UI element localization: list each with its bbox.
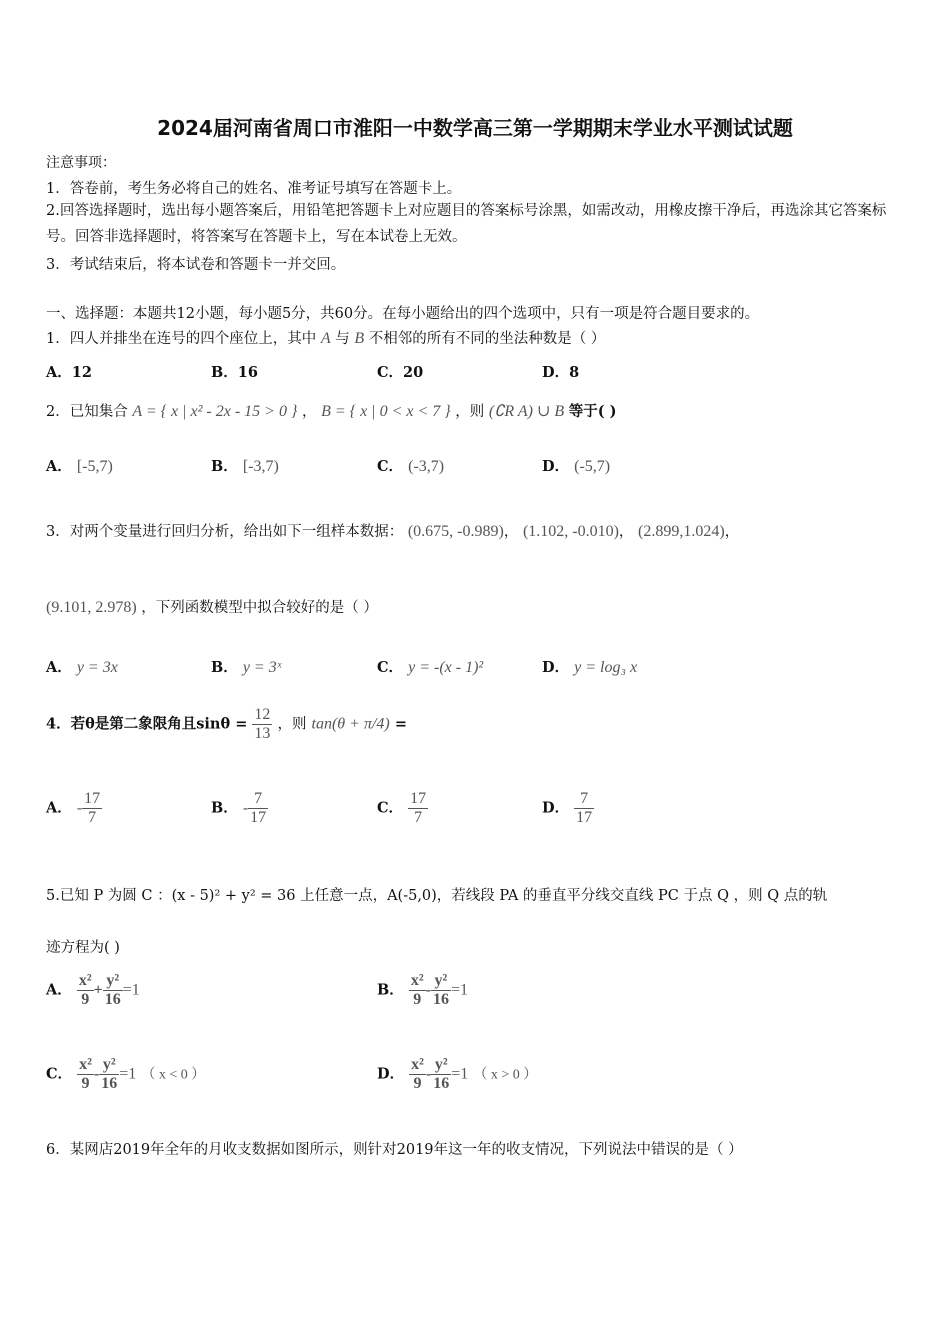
question-3 (46, 520, 739, 541)
q3-label-b: B． (211, 659, 238, 676)
q3-value-b: y = 3ˣ (242, 659, 282, 676)
q5-cond-c: （ x < 0 ） (141, 1067, 206, 1083)
q5-option-c[interactable] (46, 1056, 205, 1093)
q2-option-b[interactable] (211, 455, 279, 476)
q4-num-b: 7 (248, 790, 268, 809)
q3-option-b[interactable] (211, 656, 281, 677)
q5-den-x-d: 9 (413, 1075, 422, 1092)
q2-label-b: B． (211, 458, 238, 475)
q3-point-2: (1.102, -0.010) (522, 523, 619, 540)
q2-label-c: C． (377, 458, 404, 475)
q5-den-y-a: 16 (104, 991, 121, 1008)
q5-den-y-b: 16 (432, 991, 449, 1008)
q2-value-d: (-5,7) (574, 458, 611, 475)
q4-den-d: 17 (576, 809, 593, 826)
q2-text-c: 等于( ) (568, 403, 617, 420)
q4-sin-den: 13 (254, 725, 271, 742)
q2-set-b: B = { x | 0 < x < 7 } (321, 403, 451, 420)
q3-value-d: y = log₃ x (574, 659, 638, 676)
q4-num-a: 17 (84, 790, 101, 807)
q5-num-x-b: x² (410, 972, 424, 989)
q3-value-c: y = -(x - 1)² (408, 659, 484, 676)
q3-comma-3: ， (724, 524, 740, 540)
q3-point-3: (2.899,1.024) (638, 523, 725, 540)
notice-heading: 注意事项： (46, 155, 116, 171)
q2-value-b: [-3,7) (242, 458, 279, 475)
q4-option-c[interactable] (377, 790, 428, 827)
q4-fraction-d (574, 790, 594, 827)
q4-label-a: A． (46, 799, 72, 817)
q5-den-x-b: 9 (413, 991, 422, 1008)
q5-option-a[interactable] (46, 972, 140, 1009)
q4-den-c: 7 (414, 809, 423, 826)
q3-comma-1: ， (503, 524, 519, 540)
q4-option-d[interactable] (542, 790, 594, 827)
question-3-cont (46, 596, 378, 617)
page-title: 2024届河南省周口市淮阳一中数学高三第一学期期末学业水平测试试题 (157, 116, 793, 140)
q5-num-y-b: y² (431, 972, 451, 991)
q5-op-c: - (93, 1065, 100, 1083)
q4-num-c: 17 (410, 790, 427, 807)
q4-sign-b: - (242, 799, 249, 817)
q5-op-b: - (425, 981, 431, 999)
q4-text-c: = (394, 715, 407, 733)
q4-label-b: B． (211, 799, 238, 817)
q2-value-a: [-5,7) (76, 458, 113, 475)
q2-text-a: 2．已知集合 (46, 404, 128, 420)
q4-fraction-b (248, 790, 268, 827)
q5-label-d: D． (377, 1065, 405, 1083)
q4-option-b[interactable] (211, 790, 268, 827)
q3-text-b: ，下列函数模型中拟合较好的是（ ） (141, 600, 378, 616)
q2-option-c[interactable] (377, 455, 444, 476)
q2-text-b: ，则 (455, 404, 485, 420)
q2-expr: (∁R A) ∪ B (488, 403, 565, 420)
q5-frac-y-c (99, 1056, 119, 1093)
q3-option-c[interactable] (377, 656, 483, 677)
q5-frac-x-c (77, 1056, 94, 1093)
q5-option-d[interactable] (377, 1056, 537, 1093)
q5-frac-x-b (409, 972, 426, 1009)
q3-label-d: D． (542, 659, 570, 676)
notice-item-1: 1．答卷前，考生务必将自己的姓名、准考证号填写在答题卡上。 (46, 181, 462, 197)
q5-frac-x-a (77, 972, 94, 1009)
question-5: 5.已知 P 为圆 C ：(x - 5)² + y² = 36 上任意一点，A(-5,0)，若线段 PA 的垂直平分线交直线 PC 于点 Q ，则 Q 点的轨 (46, 888, 828, 904)
q4-text-a: 4．若θ是第二象限角且sinθ = (46, 715, 248, 733)
q5-frac-x-d (409, 1056, 426, 1093)
q1-text-b: 与 (335, 331, 350, 347)
q4-option-a[interactable] (46, 790, 102, 827)
q5-frac-y-b (431, 972, 451, 1009)
q2-value-c: (-3,7) (408, 458, 445, 475)
q3-text-a: 3．对两个变量进行回归分析，给出如下一组样本数据： (46, 524, 404, 540)
q1-text-a: 1．四人并排坐在连号的四个座位上，其中 (46, 331, 317, 347)
q4-fraction-c (408, 790, 428, 827)
q5-den-x-c: 9 (81, 1075, 90, 1092)
q5-num-y-d: y² (431, 1056, 451, 1075)
q5-eq-c: =1 (119, 1065, 137, 1083)
q3-comma-2: ， (618, 524, 634, 540)
q5-label-c: C． (46, 1065, 73, 1083)
q2-sep: ， (301, 404, 317, 420)
q5-eq-b: =1 (450, 981, 468, 999)
q4-den-b: 17 (250, 809, 267, 826)
q2-option-d[interactable] (542, 455, 610, 476)
q1-option-a[interactable]: A．12 (46, 364, 92, 381)
q3-label-a: A． (46, 659, 72, 676)
q3-value-a: y = 3x (76, 659, 118, 676)
q5-label-a: A． (46, 981, 72, 999)
q2-option-a[interactable] (46, 455, 113, 476)
q5-cond-d: （ x > 0 ） (473, 1067, 538, 1083)
q1-text-c: 不相邻的所有不同的坐法种数是（ ） (368, 331, 606, 347)
q5-eq-a: =1 (122, 981, 140, 999)
q3-point-1: (0.675, -0.989) (407, 523, 504, 540)
q5-op-a: + (93, 981, 103, 999)
q5-eq-d: =1 (451, 1065, 469, 1083)
notice-item-2: 2.回答选择题时，选出每小题答案后，用铅笔把答题卡上对应题目的答案标号涂黑，如需改动，用橡皮擦干净后，再选涂其它答案标号。回答非选择题时，将答案写在答题卡上，写在本试卷上无效。 (46, 203, 887, 245)
q4-label-c: C． (377, 799, 404, 817)
question-1 (46, 327, 605, 348)
q5-den-y-c: 16 (101, 1075, 118, 1092)
q3-option-d[interactable] (542, 656, 637, 677)
q2-set-a: A = { x | x² - 2x - 15 > 0 } (132, 403, 298, 420)
q1-var-b: B (354, 330, 365, 347)
q4-sign-a: - (76, 799, 83, 817)
q5-num-y-c: y² (99, 1056, 119, 1075)
q4-sin-num: 12 (254, 706, 271, 723)
q5-den-x-a: 9 (81, 991, 90, 1008)
question-5-cont: 迹方程为( ) (46, 940, 120, 956)
q5-frac-y-d (431, 1056, 451, 1093)
q5-num-x-c: x² (79, 1056, 92, 1073)
section-heading: 一、选择题：本题共12小题，每小题5分，共60分。在每小题给出的四个选项中，只有一项是符合题目要求的。 (46, 306, 760, 322)
q5-num-x-d: x² (411, 1056, 424, 1073)
q4-text-b: ，则 (277, 716, 307, 733)
q1-option-c[interactable]: C．20 (377, 364, 424, 381)
notice-item-3: 3．考试结束后，将本试卷和答题卡一并交回。 (46, 257, 346, 273)
q5-num-x-a: x² (78, 972, 92, 989)
q1-var-a: A (320, 330, 331, 347)
q2-label-d: D． (542, 458, 570, 475)
q5-op-d: - (425, 1065, 432, 1083)
question-2 (46, 400, 617, 421)
q4-den-a: 7 (88, 809, 97, 826)
q4-fraction-a (82, 790, 102, 827)
q3-label-c: C． (377, 659, 404, 676)
q3-point-4: (9.101, 2.978) (46, 599, 137, 616)
q2-label-a: A． (46, 458, 72, 475)
question-4 (46, 706, 407, 743)
q5-num-y-a: y² (103, 972, 123, 991)
q1-option-b[interactable]: B．16 (211, 364, 258, 381)
q3-option-a[interactable] (46, 656, 118, 677)
q5-option-b[interactable] (377, 972, 468, 1009)
q5-den-y-d: 16 (433, 1075, 450, 1092)
q4-label-d: D． (542, 799, 570, 817)
q4-expr: tan(θ + π/4) (311, 715, 390, 733)
q5-label-b: B． (377, 981, 404, 999)
q4-sin-fraction (252, 706, 272, 743)
q4-num-d: 7 (574, 790, 594, 809)
q1-option-d[interactable]: D．8 (542, 364, 580, 381)
q5-frac-y-a (103, 972, 123, 1009)
question-6: 6．某网店2019年全年的月收支数据如图所示，则针对2019年这一年的收支情况，下列说法中错误的是（ ） (46, 1142, 743, 1158)
